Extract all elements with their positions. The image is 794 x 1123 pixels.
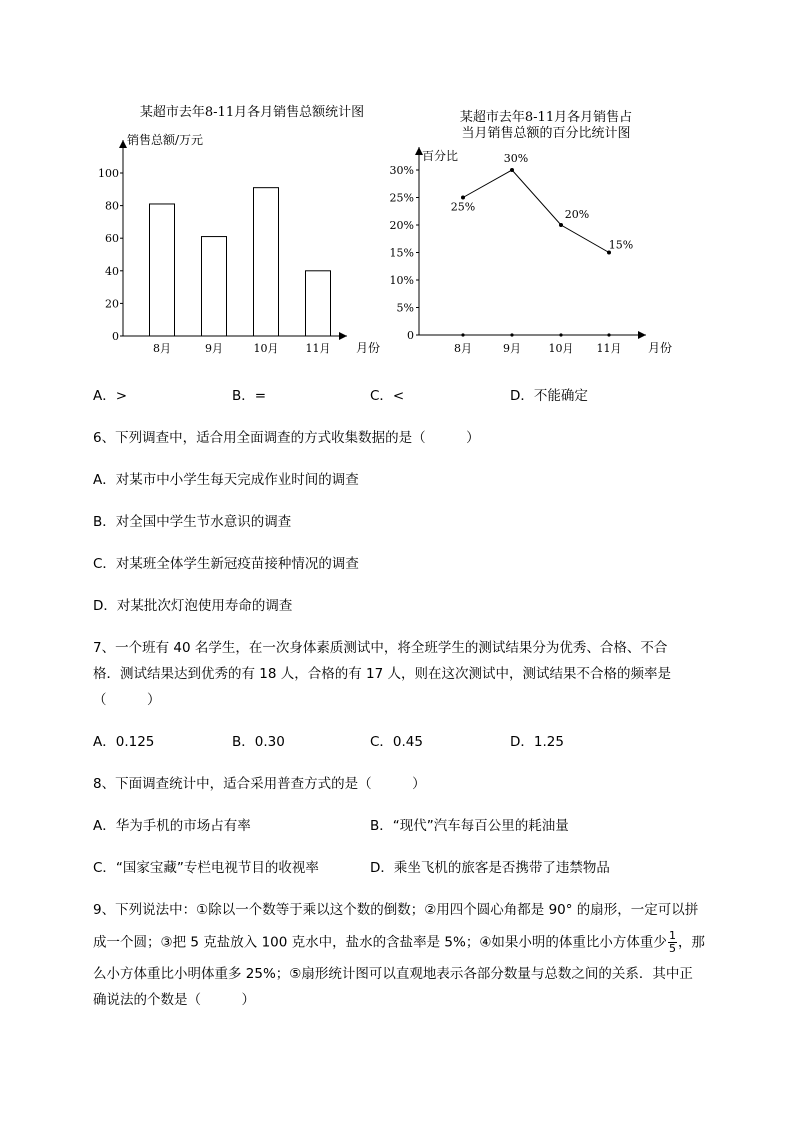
- line-point: [510, 168, 514, 172]
- bar-y-axis-arrow: [119, 140, 127, 148]
- q8-option-b: B．“现代”汽车每百公里的耗油量: [370, 818, 569, 834]
- q8-stem: 8、下面调查统计中，适合采用普查方式的是（ ）: [93, 776, 426, 792]
- bar-y-tick-label: 80: [105, 199, 119, 213]
- q5-option-a: A．>: [93, 388, 128, 404]
- q6-option-d: D．对某批次灯泡使用寿命的调查: [93, 598, 293, 614]
- q6-option-b: B．对全国中学生节水意识的调查: [93, 514, 292, 530]
- q7-option-a: A．0.125: [93, 734, 155, 750]
- line-chart-title-line-1: 某超市去年8-11月各月销售占: [459, 110, 633, 125]
- charts-area: [0, 0, 794, 380]
- bar: [202, 237, 227, 336]
- bar: [306, 271, 331, 336]
- bar-y-tick-label: 60: [105, 232, 119, 246]
- bar-y-tick-label: 0: [112, 330, 119, 343]
- line-x-tick-dot: [559, 333, 562, 336]
- line-point-label: 20%: [564, 208, 590, 221]
- bar-chart-title: 某超市去年8-11月各月销售总额统计图: [139, 105, 365, 120]
- line-x-tick-label: 8月: [454, 342, 472, 355]
- q9-line-2-text: 成一个圆；③把 5 克盐放入 100 克水中，盐水的含盐率是 5%；④如果小明的体重比小方体重少: [93, 934, 667, 951]
- q9-line-2-tail: ，那: [677, 934, 705, 951]
- q7-line-1: 7、一个班有 40 名学生，在一次身体素质测试中，将全班学生的测试结果分为优秀、合格、不合: [93, 640, 668, 656]
- q9-line-2: [93, 930, 705, 955]
- line-point: [461, 196, 465, 200]
- bar-y-tick-label: 40: [105, 264, 119, 278]
- line-point-label: 25%: [450, 200, 476, 214]
- line-y-tick-label: 0: [407, 329, 414, 342]
- q9-line-3: 么小方体重比小明体重多 25%；⑤扇形统计图可以直观地表示各部分数量与总数之间的关系．其中正: [93, 966, 693, 982]
- line-x-tick-label: 9月: [503, 342, 521, 355]
- bar-chart-y-label: 销售总额/万元: [127, 133, 204, 147]
- line-point: [559, 223, 563, 227]
- line-x-axis-arrow: [638, 331, 646, 339]
- bar-chart-x-label: 月份: [356, 341, 381, 355]
- q7-option-d: D．1.25: [510, 734, 564, 750]
- q8-option-a: A．华为手机的市场占有率: [93, 818, 251, 834]
- q5-option-b: B．=: [232, 388, 267, 404]
- bar-x-tick-label: 8月: [153, 342, 171, 355]
- bar-x-tick-label: 10月: [253, 342, 279, 355]
- q9-line-4: 确说法的个数是（ ）: [93, 992, 255, 1008]
- line-x-tick-label: 11月: [596, 342, 622, 355]
- q8-option-d: D．乘坐飞机的旅客是否携带了违禁物品: [370, 860, 610, 876]
- q5-option-c: C．<: [370, 388, 405, 404]
- bar-x-tick-label: 11月: [305, 342, 331, 355]
- line-x-tick-label: 10月: [548, 342, 574, 355]
- line-y-tick-label: 10%: [389, 274, 414, 287]
- bar: [254, 188, 279, 336]
- line-x-tick-dot: [607, 333, 610, 336]
- line-y-tick-label: 20%: [389, 219, 414, 232]
- bar: [150, 204, 175, 336]
- bar-y-tick-label: 20: [105, 297, 119, 311]
- q5-option-d: D．不能确定: [510, 388, 588, 404]
- q6-option-a: A．对某市中小学生每天完成作业时间的调查: [93, 472, 359, 488]
- bar-y-tick-label: 100: [98, 167, 119, 180]
- line-y-tick-label: 30%: [389, 164, 414, 177]
- line-point-label: 30%: [503, 152, 529, 165]
- q9-line-1: 9、下列说法中：①除以一个数等于乘以这个数的倒数；②用四个圆心角都是 90° 的扇形，一定可以拼: [93, 902, 699, 918]
- q6-option-c: C．对某班全体学生新冠疫苗接种情况的调查: [93, 556, 359, 572]
- fraction-one-fifth: [668, 930, 677, 955]
- line-chart-x-label: 月份: [648, 341, 673, 355]
- bar-x-axis-arrow: [339, 332, 347, 340]
- q7-option-c: C．0.45: [370, 734, 423, 750]
- bar-chart: [0, 0, 794, 380]
- line-x-tick-dot: [510, 333, 513, 336]
- q7-option-b: B．0.30: [232, 734, 285, 750]
- line-y-tick-label: 5%: [396, 301, 414, 315]
- line-chart-y-label: 百分比: [422, 149, 459, 163]
- line-x-tick-dot: [461, 333, 464, 336]
- q7-line-2: 格．测试结果达到优秀的有 18 人，合格的有 17 人，则在这次测试中，测试结果不合格的频率是: [93, 666, 672, 682]
- bar-x-tick-label: 9月: [205, 342, 223, 355]
- line-chart-title-line-2: 当月销售总额的百分比统计图: [461, 126, 631, 141]
- q8-option-c: C．“国家宝藏”专栏电视节目的收视率: [93, 860, 319, 876]
- line-point-label: 15%: [608, 238, 634, 252]
- q6-stem: 6、下列调查中，适合用全面调查的方式收集数据的是（ ）: [93, 430, 480, 446]
- line-y-tick-label: 15%: [389, 246, 414, 260]
- fraction-numerator: 1: [668, 929, 676, 942]
- fraction-denominator: 5: [668, 942, 676, 955]
- line-y-tick-label: 25%: [389, 191, 414, 205]
- q7-line-3: （ ）: [93, 692, 161, 708]
